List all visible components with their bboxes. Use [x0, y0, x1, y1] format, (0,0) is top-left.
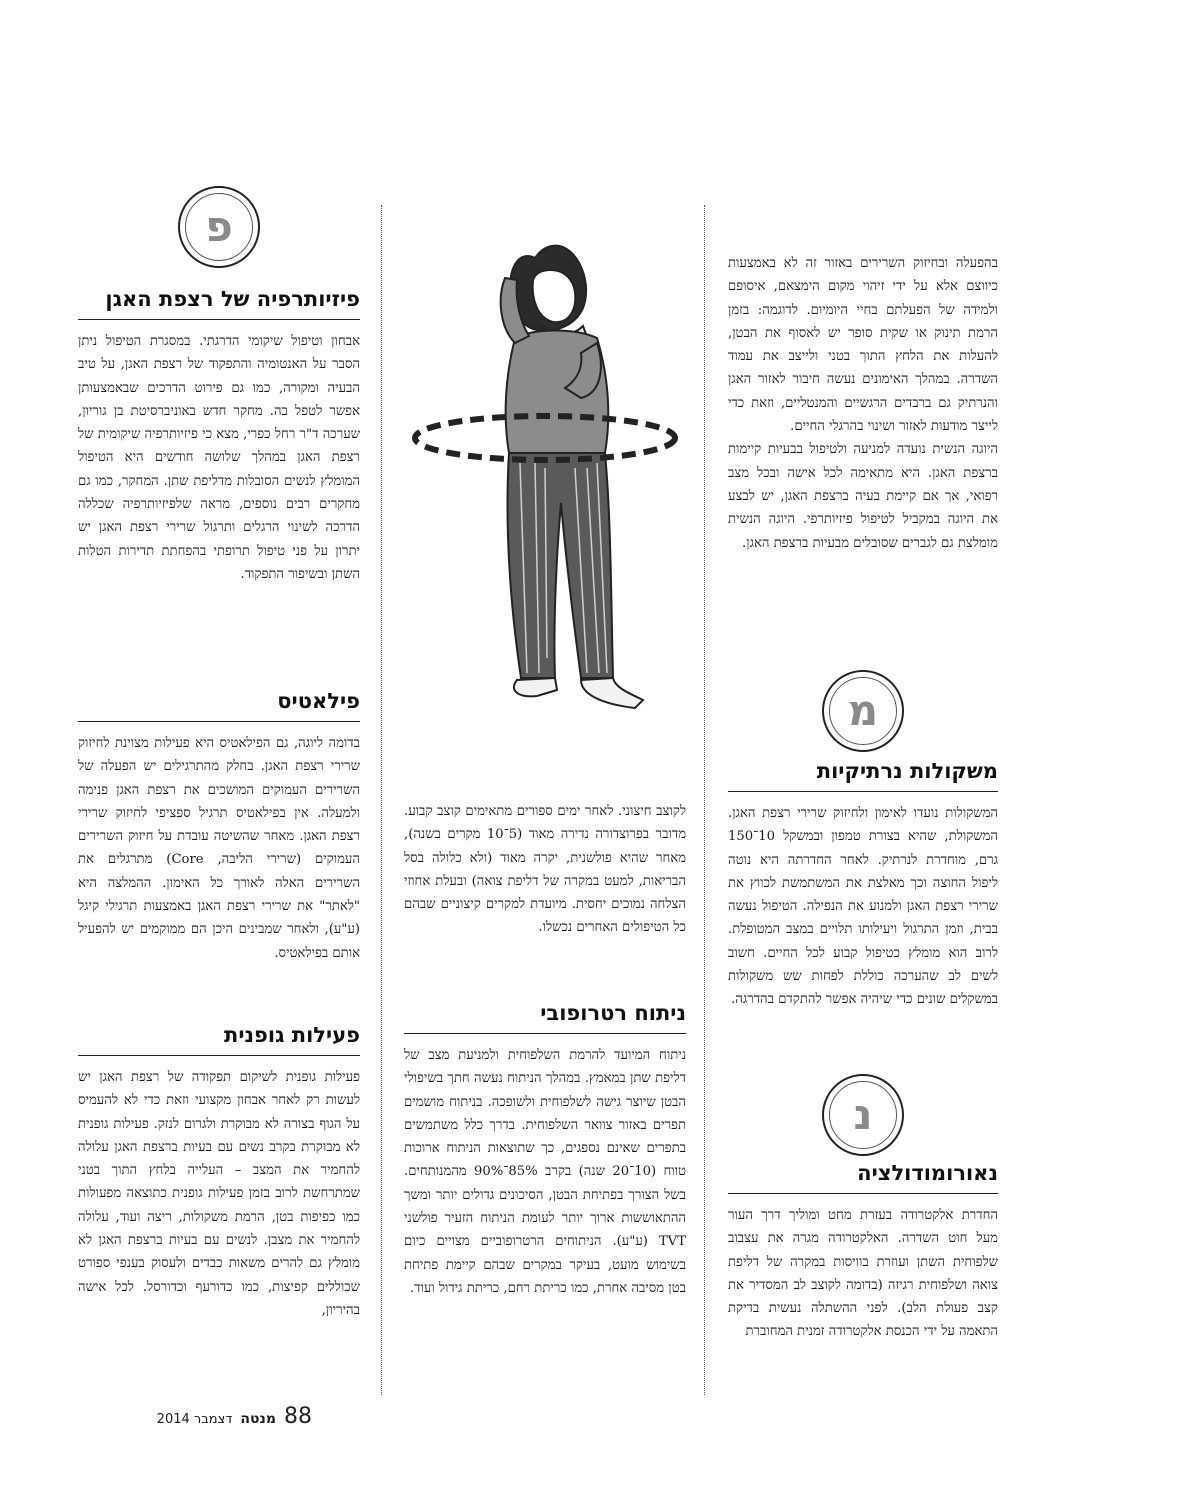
neuromodulation-continued-text: לקוצב חיצוני. לאחר ימים ספורים מתאימים קוצב קבוע. מדובר בפרוצדורה נדירה מאוד (5־10 מקרים בשנה), מאחר שהיא פולשנית, יקרה מאוד (ולא כלולה בסל הבריאות, למעט במקרה של דליפת צואה) ובעלת אחוזי הצלחה נמוכים יחסית. מיועדת למקרים קיצוניים שבהם כל הטיפולים האחרים נכשלו.: [404, 804, 687, 936]
page-number: 88: [284, 1404, 312, 1429]
letter-badge-mem: [822, 670, 904, 752]
column-divider: [381, 205, 382, 1395]
magazine-name: מנטה: [240, 1411, 276, 1427]
retropubic-text: ניתוח המיועד להרמת השלפוחית ולמניעת מצב של דליפת שתן במאמץ. במהלך הניתוח נעשה חתך בשיפולי הבטן שיוצר גישה לשלפוחית ולשופכה. בניתוח מושמים תפרים באזור צוואר השלפוחית. בדרך כלל משתמשים בתפרים שאינם נספגים, כך שתוצאות הניתוח ארוכות טווח (10־20 שנה) בקרב 85%־90% מהמנותחים. בשל הצורך בפתיחת הבטן, הסיכונים גדולים יותר ומשך ההתאוששות ארוך יותר לעומת הניתוח הזעיר פולשני TVT (ע"ע). הניתוחים הרטרופוביים מצויים כיום בשימוש מועט, בעיקר במקרים שבהם קיימת פתיחת בטן מסיבה אחרת, כמו כריתת רחם, כריתת גידול ועוד.: [404, 1048, 686, 1296]
physiotherapy-heading: פיזיותרפיה של רצפת האגן: [78, 286, 360, 320]
physical-activity-text: פעילות גופנית לשיקום תפקודה של רצפת האגן יש לעשות רק לאחר אבחון מקצועי וזאת כדי לא להעמיס על הגוף בצורה לא מבוקרת ולגרום לנזק. פעילות גופנית לא מבוקרת בקרב נשים עם בעיות ברצפת האגן עלולה להחמיר את המצב – העלייה בלחץ התוך בטני שמתרחשת לרוב בזמן פעילות גופנית כתוצאה מפעולות כמו כפיפות בטן, הרמת משקולות, ריצה ועוד, עלולה להחמיר את מצבן. לנשים עם בעיות ברצפת האגן לא מומלץ גם להרים משאות כבדים ולעסוק בענפי ספורט שכוללים קפיצות, כמו כדורעף וכדורסל. לכל אישה בהיריון,: [78, 1070, 360, 1318]
page-footer: [157, 1404, 312, 1429]
yoga-paragraph-1: בהפעלה ובחיזוק השרירים באזור זה לא באמצעות כיווצם אלא על ידי זיהוי מקום הימצאם, איסופם ולמידה של הפעלתם בחיי היומיום. לדוגמה: בזמן הרמת תינוק או שקית סופר יש לאסוף את הבטן, להעלות את הלחץ התוך בטני ולייצב את עמוד השדרה. במהלך האימונים נעשה חיבור לאזור האגן והנרתיק גם ברבדים הרגשיים והמנטליים, וזאת כדי לייצר מודעות לאזור ושינוי בהרגלי החיים.: [728, 256, 998, 435]
yoga-paragraph-2: היוגה הנשית נועדה למניעה ולטיפול בבעיות קיימות ברצפת האגן. היא מתאימה לכל אישה ובכל מצב רפואי, אך אם קיימת בעיה ברצפת האגן, יש לבצע את היוגה במקביל לטיפול פיזיותרפי. היוגה הנשית מומלצת גם לגברים שסובלים מבעיות ברצפת האגן.: [728, 442, 998, 551]
neuromodulation-heading: נאורומודולציה: [728, 1160, 998, 1194]
physiotherapy-text: אבחון וטיפול שיקומי הדרגתי. במסגרת הטיפול ניתן הסבר על האנטומיה והתפקוד של רצפת האגן, על טיב הבעיה ומקורה, כמו גם פירוט הדרכים שבאמצעותן אפשר לטפל בה. מחקר חדש באוניברסיטת בן גוריון, שערכה ד"ר רחל כפרי, מצא כי פיזיותרפיה שיקומית של רצפת האגן במהלך שלושה חודשים היא הטיפול המומלץ לנשים הסובלות מדליפת שתן. המחקר, כמו גם מחקרים רבים נוספים, מראה שלפיזיותרפיה שכללה הדרכה לשינוי הרגלים ותרגול שרירי רצפת האגן יש יתרון על פני טיפול תרופתי בהפחתת תדירות הטלות השתן ובשיפור התפקוד.: [78, 334, 360, 582]
pilates-section: [78, 688, 360, 965]
retropubic-section: [404, 1000, 686, 1300]
badge-letter: מ: [847, 686, 879, 735]
retropubic-heading: ניתוח רטרופובי: [404, 1000, 686, 1034]
badge-letter: פ: [205, 202, 233, 251]
badge-letter: נ: [853, 1090, 873, 1139]
physiotherapy-section: [78, 286, 360, 586]
right-column: [728, 252, 998, 555]
weights-text: המשקולות נועדו לאימון ולחיזוק שרירי רצפת האגן. המשקולת, שהיא בצורת טמפון ובמשקל 10־150 גרם, מוחדרת לנרתיק. לאחר החדרתה היא נוטה ליפול החוצה וכך מאלצת את המשתמשת לכווץ את שרירי רצפת האגן ולמנוע את הנפילה. הטיפול נעשה בבית, וזמן התרגול ויעילותו תלויים במצב המטופלת. לרוב הוא מומלץ כטיפול קבוע לכל החיים. חשוב לשים לב שהערכה כוללת לפחות שש משקולות במשקלים שונים כדי שיהיה אפשר להתקדם בהדרגה.: [728, 806, 998, 1008]
letter-badge-nun: [822, 1074, 904, 1156]
pilates-heading: פילאטיס: [78, 688, 360, 722]
physical-activity-section: [78, 1022, 360, 1322]
neuromodulation-section: [728, 1160, 998, 1344]
middle-column: [404, 800, 686, 940]
column-divider: [704, 205, 705, 1395]
physical-activity-heading: פעילות גופנית: [78, 1022, 360, 1056]
woman-hula-hoop-illustration: [405, 218, 685, 728]
weights-section: [728, 758, 998, 1012]
weights-heading: משקולות נרתיקיות: [728, 758, 998, 792]
issue-date: דצמבר 2014: [156, 1412, 233, 1427]
pilates-text: בדומה ליוגה, גם הפילאטיס היא פעילות מצוינת לחיזוק שרירי רצפת האגן. בחלק מהתרגילים יש הפעלה של השרירים העמוקים המושכים את רצפת האגן פנימה ולמעלה. אין בפילאטיס תרגיל ספציפי לחיזוק שרירי רצפת האגן. מאחר שהשיטה עובדת על חיזוק השרירים העמוקים (שרירי הליבה, Core) מתרגלים את השרירים האלה לאורך כל האימון. ההמלצה היא "לאתר" את שרירי רצפת האגן באמצעות תרגילי קיגל (ע"ע), ולאחר שמבינים היכן הם ממוקמים יש להפעיל אותם בפילאטיס.: [78, 736, 360, 961]
neuromodulation-text: החדרת אלקטרודה בעזרת מחט ומוליך דרך העור מעל חוט השדרה. האלקטרודה מגרה את עצבוב שלפוחית השתן ועוזרת בוויסות במקרה של דליפת צואה ושלפוחית רגיזה (בדומה לקוצב לב המסדיר את קצב פעולת הלב). לפני ההשתלה נעשית בדיקת התאמה על ידי הכנסת אלקטרודה זמנית המחוברת: [728, 1208, 998, 1340]
letter-badge-pe: [178, 186, 260, 268]
